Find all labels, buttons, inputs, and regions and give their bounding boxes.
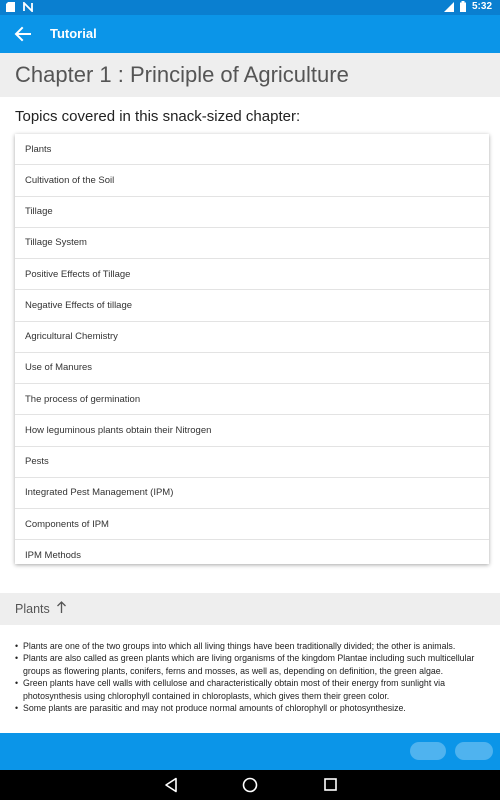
bullet-dot: • <box>15 703 19 714</box>
topic-item-ipm-methods[interactable]: IPM Methods <box>25 550 81 562</box>
square-recents-icon[interactable] <box>324 778 337 791</box>
bullet-dot: • <box>15 653 19 664</box>
pill-button-right[interactable] <box>455 742 493 760</box>
topic-item-positive-effects-of-tillage[interactable]: Positive Effects of Tillage <box>15 259 489 290</box>
topics-heading: Topics covered in this snack-sized chapter: <box>15 108 301 125</box>
topic-item-leguminous-plants-nitrogen[interactable]: How leguminous plants obtain their Nitrogen <box>15 415 489 446</box>
bullet-item <box>15 677 490 702</box>
arrow-left-icon[interactable] <box>14 25 32 43</box>
bullet-text: Plants are also called as green plants which are living organisms of the kingdom Plantae including such multicellular groups as flowering plants, conifers, ferns and mosses, as well as, depending on definition, the green algae. <box>23 653 475 676</box>
topic-item-plants[interactable]: Plants <box>15 134 489 165</box>
signal-icon <box>444 2 454 12</box>
bullet-dot: • <box>15 678 19 689</box>
status-left <box>6 2 33 12</box>
status-time: 5:32 <box>471 1 492 12</box>
chapter-title: Chapter 1 : Principle of Agriculture <box>15 62 349 87</box>
topic-item-pests[interactable]: Pests <box>15 447 489 478</box>
bullet-text: Plants are one of the two groups into which all living things have been traditionally divided; the other is animals. <box>23 641 456 651</box>
section-content <box>15 640 490 714</box>
topic-item-process-of-germination[interactable]: The process of germination <box>15 384 489 415</box>
topic-item-components-of-ipm[interactable]: Components of IPM <box>15 509 489 540</box>
status-bar <box>0 0 500 15</box>
topic-item-use-of-manures[interactable]: Use of Manures <box>15 353 489 384</box>
bullet-item <box>15 640 490 652</box>
sd-card-icon <box>6 2 15 12</box>
n-notification-icon <box>23 2 33 12</box>
section-title: Plants <box>15 602 50 616</box>
section-header[interactable] <box>0 593 500 625</box>
topic-item-negative-effects-of-tillage[interactable]: Negative Effects of tillage <box>15 290 489 321</box>
bullet-item <box>15 652 490 677</box>
bottom-bar <box>0 733 500 770</box>
app-title: Tutorial <box>50 26 97 41</box>
topic-item-agricultural-chemistry[interactable]: Agricultural Chemistry <box>15 322 489 353</box>
bullet-text: Some plants are parasitic and may not produce normal amounts of chlorophyll or photosynthesize. <box>23 703 406 714</box>
triangle-back-icon[interactable] <box>164 777 178 793</box>
pill-button-left[interactable] <box>410 742 446 760</box>
status-right <box>444 1 492 12</box>
topic-item-tillage-system[interactable]: Tillage System <box>15 228 489 259</box>
bullet-dot: • <box>15 641 19 651</box>
bullet-item <box>15 702 490 714</box>
battery-icon <box>460 1 466 12</box>
circle-home-icon[interactable] <box>242 777 258 793</box>
topic-item-tillage[interactable]: Tillage <box>15 197 489 228</box>
topic-item-integrated-pest-management[interactable]: Integrated Pest Management (IPM) <box>15 478 489 509</box>
system-nav-bar <box>0 770 500 800</box>
chapter-header <box>0 53 500 97</box>
arrow-up-icon[interactable] <box>56 600 67 614</box>
topics-list <box>15 134 489 564</box>
bullet-text: Green plants have cell walls with cellulose and characteristically obtain most of their energy from sunlight via photosynthesis using chlorophyll contained in chloroplasts, which gives them their green color. <box>23 678 445 701</box>
app-bar <box>0 15 500 53</box>
topic-item-cultivation-of-the-soil[interactable]: Cultivation of the Soil <box>15 165 489 196</box>
